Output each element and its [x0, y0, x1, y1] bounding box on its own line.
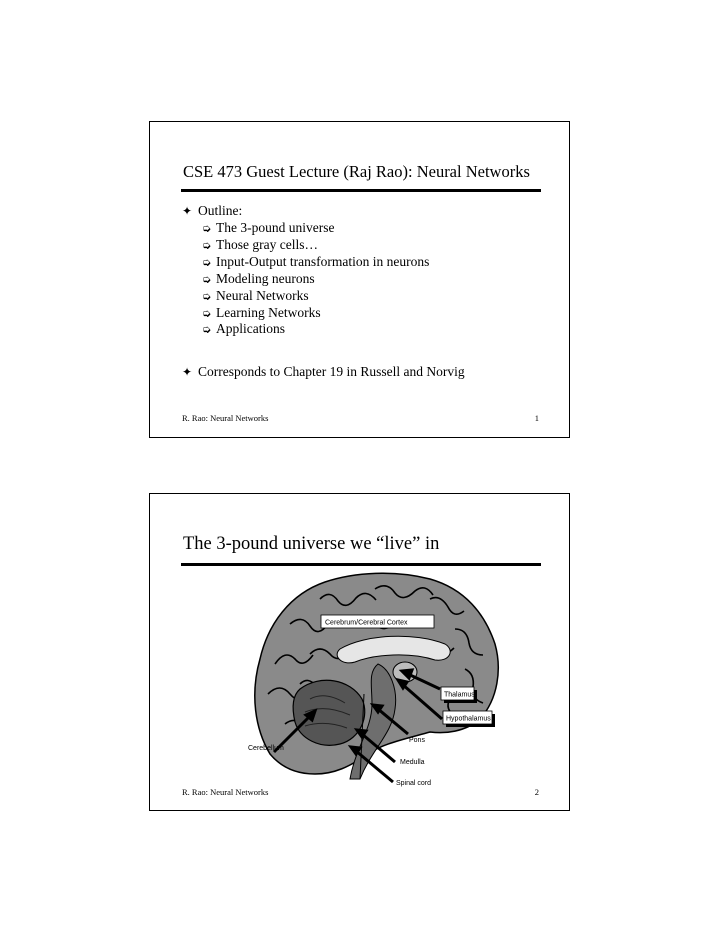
bullet-icon: ✦ — [182, 204, 193, 218]
outline-item-text: Neural Networks — [216, 288, 309, 303]
arrow-icon: ➭ — [202, 274, 212, 286]
arrow-icon: ➭ — [202, 257, 212, 269]
hypothalamus-label: Hypothalamus — [446, 715, 491, 723]
chapter-bullet — [182, 364, 465, 380]
cortex-label: Cerebrum/Cerebral Cortex — [325, 619, 408, 627]
outline-bullet — [182, 203, 242, 219]
footer-author: R. Rao: Neural Networks — [182, 787, 269, 797]
outline-item — [202, 254, 429, 270]
slide-title: CSE 473 Guest Lecture (Raj Rao): Neural Networks — [183, 162, 530, 181]
outline-item-text: Those gray cells… — [216, 237, 318, 252]
pons-label: Pons — [409, 737, 425, 744]
outline-item — [202, 237, 318, 253]
outline-item — [202, 271, 315, 287]
cerebellum-label: Cerebellum — [248, 745, 284, 752]
slide-title: The 3-pound universe we “live” in — [183, 534, 440, 554]
spinal-cord-label: Spinal cord — [396, 780, 432, 787]
outline-item — [202, 288, 309, 304]
arrow-icon: ➭ — [202, 324, 212, 336]
outline-item-text: Learning Networks — [216, 305, 321, 320]
title-rule — [181, 189, 541, 192]
footer-author: R. Rao: Neural Networks — [182, 413, 269, 423]
arrow-icon: ➭ — [202, 240, 212, 252]
outline-item — [202, 321, 285, 337]
bullet-icon: ✦ — [182, 365, 193, 379]
page-number: 1 — [534, 413, 539, 423]
outline-label: Outline: — [198, 203, 243, 218]
arrow-icon: ➭ — [202, 223, 212, 235]
page-number: 2 — [534, 787, 539, 797]
thalamus-label: Thalamus — [444, 691, 475, 699]
outline-item-text: Applications — [216, 321, 285, 336]
slide-1 — [149, 121, 570, 438]
outline-item-text: Input-Output transformation in neurons — [216, 254, 430, 269]
brain-diagram — [150, 494, 569, 810]
slide-2 — [149, 493, 570, 811]
outline-item-text: Modeling neurons — [216, 271, 315, 286]
outline-item — [202, 305, 321, 321]
cerebellum-shape — [293, 680, 365, 745]
outline-item — [202, 220, 334, 236]
medulla-label: Medulla — [400, 759, 425, 766]
arrow-icon: ➭ — [202, 308, 212, 320]
outline-item-text: The 3-pound universe — [216, 220, 335, 235]
chapter-text: Corresponds to Chapter 19 in Russell and Norvig — [198, 364, 465, 379]
arrow-icon: ➭ — [202, 291, 212, 303]
